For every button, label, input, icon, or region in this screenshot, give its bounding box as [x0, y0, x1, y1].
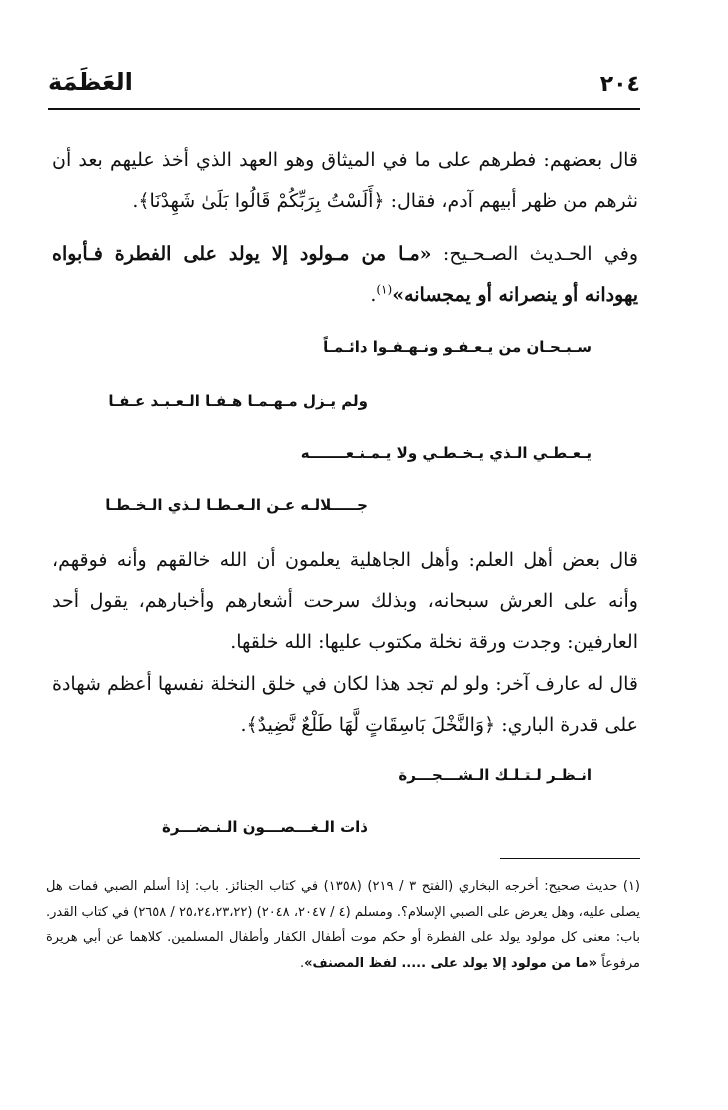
- verse-line-5: انـظـر لـتـلـك الـشـــجـــرة: [398, 766, 592, 784]
- footnote-divider: [500, 858, 640, 859]
- verse-line-4: جـــــلالـه عـن الـعـطـا لـذي الـخـطـا: [105, 496, 368, 514]
- footnote-text: (١) حديث صحيح: أخرجه البخاري (الفتح ٣ / ٢١٩) (١٣٥٨) في كتاب الجنائز. باب: إذا أسلم الصبي فمات هل يصلى عليه، وهل يعرض على الصبي الإسلام؟. ومسلم (٤ / ٢٠٤٧، ٢٠٤٨) (٢٥،٢٤،٢٣،٢٢ / ٢٦٥٨) في كتاب القدر. باب: معنى كل مولود يولد على الفطرة أو حكم موت أطفال الكفار وأطفال المسلمين. كلاهما عن أبي هريرة مرفوعاً: [46, 879, 640, 971]
- footnote: [46, 874, 640, 976]
- paragraph-3: [52, 540, 638, 663]
- footnote-ref[interactable]: (١): [376, 282, 393, 297]
- paragraph-1-text: قال بعضهم: فطرهم على ما في الميثاق وهو العهد الذي أخذ عليهم بعد أن نثرهم من ظهر أبيهم آدم، فقال: ﴿أَلَسْتُ بِرَبِّكُمْ قَالُوا بَلَىٰ شَهِدْنَا﴾.: [52, 149, 638, 212]
- verse-line-1: سـبـحـان من يـعـفـو ونـهـفـوا دائـمـاً: [323, 338, 592, 356]
- paragraph-2-end: .: [370, 284, 377, 306]
- verse-line-3: يـعـطـي الـذي يـخـطـي ولا يـمـنـعـــــــه: [300, 444, 592, 462]
- paragraph-2-intro: وفي الحـديث الصـحـيح:: [431, 243, 639, 265]
- footnote-hadith: «ما من مولود إلا يولد على ..... لفظ المصنف»: [304, 955, 598, 971]
- verse-line-2: ولم يـزل مـهـمـا هـفـا الـعـبـد عـفـا: [108, 392, 368, 410]
- header-divider: [48, 108, 640, 110]
- paragraph-2: [52, 234, 638, 316]
- page-header: [48, 66, 640, 106]
- paragraph-1: [52, 140, 638, 222]
- paragraph-4: [52, 664, 638, 746]
- paragraph-4-text: قال له عارف آخر: ولو لم تجد هذا لكان في خلق النخلة نفسها أعظم شهادة على قدرة الباري: ﴿وَالنَّخْلَ بَاسِقَاتٍ لَّهَا طَلْعٌ نَّضِيدٌ﴾.: [52, 673, 638, 736]
- verse-line-6: ذات الـغـــصـــون الـنـضـــرة: [162, 818, 368, 836]
- footnote-end: .: [299, 955, 305, 971]
- book-title: العَظَمَة: [48, 68, 133, 96]
- paragraph-3-text: قال بعض أهل العلم: وأهل الجاهلية يعلمون أن الله خالقهم وأنه فوقهم، وأنه على العرش سبحانه، وبذلك سرحت أشعارهم وأخبارهم، يقول أحد العارفين: وجدت ورقة نخلة مكتوب عليها: الله خلقها.: [52, 549, 638, 653]
- hadith-quote: «مـا من مـولود إلا يولد على الفطرة فـأبواه يهودانه أو ينصرانه أو يمجسانه»: [52, 243, 638, 306]
- page-number: ٢٠٤: [599, 72, 640, 97]
